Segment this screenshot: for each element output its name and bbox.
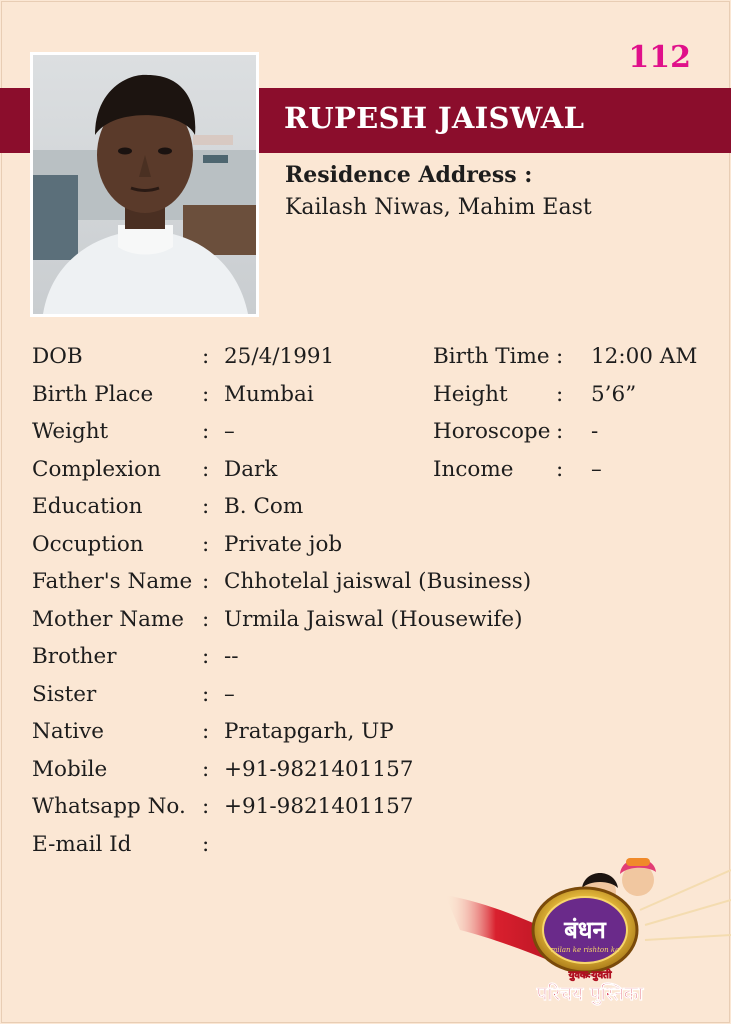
detail-label: Father's Name [32, 569, 193, 594]
detail-separator: : [202, 381, 210, 407]
detail-label: Brother [32, 644, 117, 669]
logo-title-text: परिचय पुस्तिका [536, 983, 644, 1005]
detail-label: Birth Place [32, 381, 154, 407]
person-portrait-image [33, 55, 256, 314]
detail-label: Weight [32, 419, 109, 444]
detail-separator: : [556, 419, 564, 444]
detail-separator: : [556, 344, 564, 369]
detail-separator: : [202, 831, 210, 857]
detail-separator: : [202, 419, 210, 444]
detail-label: Birth Time [433, 344, 550, 369]
detail-separator: : [202, 756, 210, 782]
detail-row-father-name [32, 563, 712, 601]
detail-separator: : [202, 681, 210, 707]
detail-row-whatsapp [32, 788, 712, 826]
detail-value: +91-9821401157 [224, 756, 414, 782]
detail-value: Mumbai [224, 381, 314, 407]
detail-row-brother [32, 638, 712, 676]
detail-value: 5’6” [591, 381, 637, 407]
profile-number: 112 [628, 40, 691, 75]
detail-label: Whatsapp No. [32, 794, 186, 819]
detail-row-dob [32, 338, 712, 376]
detail-row-occupation [32, 526, 712, 564]
detail-label: Horoscope [433, 419, 551, 444]
detail-value: – [591, 456, 602, 482]
detail-label: Education [32, 494, 143, 519]
detail-separator: : [202, 719, 210, 744]
detail-row-native [32, 713, 712, 751]
detail-value: – [224, 419, 235, 444]
logo-brand-text: बंधन [564, 916, 606, 944]
detail-value: – [224, 681, 235, 707]
details-section [32, 338, 712, 863]
detail-label: Native [32, 719, 105, 744]
detail-separator: : [202, 456, 210, 482]
detail-value: +91-9821401157 [224, 794, 414, 819]
profile-photo [30, 52, 259, 317]
candidate-name: RUPESH JAISWAL [284, 101, 585, 135]
detail-separator: : [556, 456, 564, 482]
detail-separator: : [202, 569, 210, 594]
detail-row-birth-place [32, 376, 712, 414]
detail-label: Mother Name [32, 606, 185, 632]
detail-row-mobile [32, 751, 712, 789]
residence-address-label: Residence Address : [285, 162, 533, 188]
detail-label: Income [433, 456, 514, 482]
detail-label: Occuption [32, 531, 144, 557]
detail-value: Dark [224, 456, 278, 482]
detail-value: B. Com [224, 494, 304, 519]
detail-value: 12:00 AM [591, 344, 698, 369]
detail-separator: : [556, 381, 564, 407]
logo-subtitle-text: युवक-युवती [568, 970, 612, 981]
detail-separator: : [202, 606, 210, 632]
detail-value: Chhotelal jaiswal (Business) [224, 569, 532, 594]
detail-row-mother-name [32, 601, 712, 639]
detail-value: Urmila Jaiswal (Housewife) [224, 606, 523, 632]
detail-row-sister [32, 676, 712, 714]
detail-label: Mobile [32, 756, 108, 782]
detail-label: DOB [32, 344, 83, 369]
detail-value: -- [224, 644, 239, 669]
detail-separator: : [202, 531, 210, 557]
bandhan-logo [440, 850, 731, 1024]
logo-tagline-text: milan ke rishton ka [550, 946, 620, 954]
detail-value: - [591, 419, 599, 444]
detail-value: 25/4/1991 [224, 344, 335, 369]
detail-row-education [32, 488, 712, 526]
detail-row-complexion [32, 451, 712, 489]
detail-label: E-mail Id [32, 831, 132, 857]
detail-separator: : [202, 794, 210, 819]
detail-separator: : [202, 494, 210, 519]
detail-label: Sister [32, 681, 97, 707]
detail-value: Private job [224, 531, 343, 557]
detail-separator: : [202, 644, 210, 669]
detail-label: Height [433, 381, 508, 407]
detail-value: Pratapgarh, UP [224, 719, 394, 744]
residence-address-value: Kailash Niwas, Mahim East [285, 195, 592, 220]
detail-separator: : [202, 344, 210, 369]
detail-label: Complexion [32, 456, 161, 482]
detail-row-weight [32, 413, 712, 451]
